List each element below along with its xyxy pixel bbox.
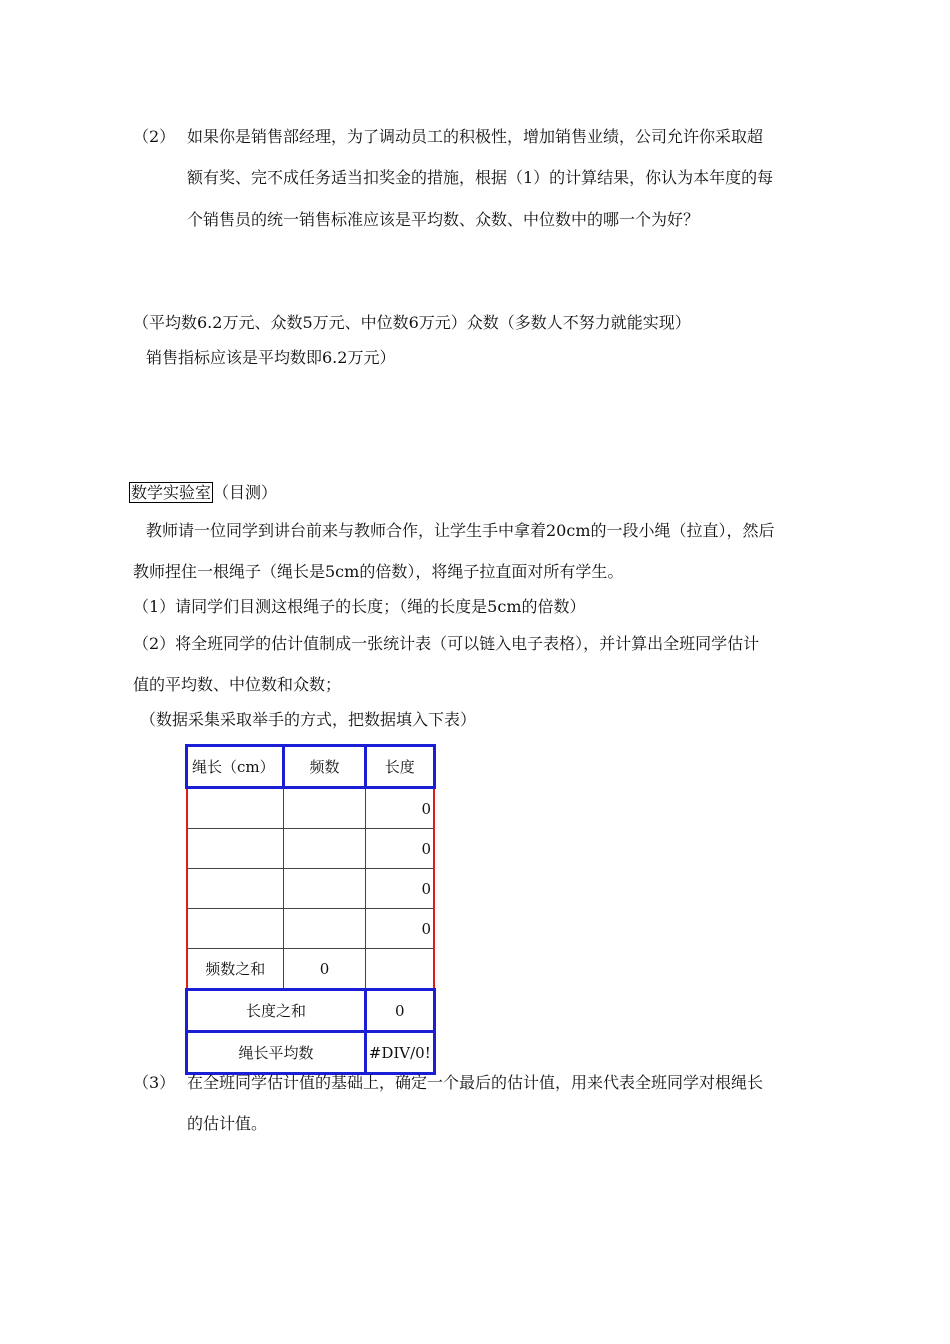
lab-heading	[129, 482, 277, 504]
q2-line-3: 个销售员的统一销售标准应该是平均数、众数、中位数中的哪一个为好？	[187, 210, 700, 229]
table-header-row	[187, 746, 435, 788]
table-row	[187, 829, 435, 869]
answer-line-2: 销售指标应该是平均数即6.2万元）	[146, 348, 396, 367]
q3-number: （3）	[133, 1073, 176, 1092]
cell-frequency[interactable]	[284, 788, 366, 829]
header-rope-length: 绳长（cm）	[187, 746, 284, 788]
len-sum-label: 长度之和	[187, 990, 366, 1032]
cell-length[interactable]: 0	[366, 788, 435, 829]
lab-step-2a: （2）将全班同学的估计值制成一张统计表（可以链入电子表格），并计算出全班同学估计	[133, 634, 760, 653]
cell-rope-length[interactable]	[187, 869, 284, 909]
cell-rope-length[interactable]	[187, 788, 284, 829]
q2-number: （2）	[133, 127, 176, 146]
cell-length[interactable]: 0	[366, 909, 435, 949]
cell-length[interactable]: 0	[366, 829, 435, 869]
lab-paragraph-2: 教师捏住一根绳子（绳长是5cm的倍数），将绳子拉直面对所有学生。	[133, 562, 624, 581]
table-row	[187, 788, 435, 829]
cell-frequency[interactable]	[284, 829, 366, 869]
q3-line-1: 在全班同学估计值的基础上，确定一个最后的估计值，用来代表全班同学对根绳长	[187, 1073, 764, 1092]
lab-step-2b: 值的平均数、中位数和众数；	[133, 675, 342, 694]
q2-line-1: 如果你是销售部经理，为了调动员工的积极性，增加销售业绩，公司允许你采取超	[187, 127, 764, 146]
table-row	[187, 909, 435, 949]
cell-frequency[interactable]	[284, 909, 366, 949]
freq-sum-label: 频数之和	[187, 949, 284, 990]
lab-paragraph-1: 教师请一位同学到讲台前来与教师合作，让学生手中拿着20cm的一段小绳（拉直），然后	[146, 521, 775, 540]
freq-sum-empty	[366, 949, 435, 990]
lab-note: （数据采集采取举手的方式，把数据填入下表）	[140, 710, 477, 729]
len-sum-row	[187, 990, 435, 1032]
header-length: 长度	[366, 746, 435, 788]
avg-label: 绳长平均数	[187, 1032, 366, 1074]
avg-value: #DIV/0!	[366, 1032, 435, 1074]
answer-line-1: （平均数6.2万元、众数5万元、中位数6万元）众数（多数人不努力就能实现）	[133, 313, 691, 332]
avg-row	[187, 1032, 435, 1074]
header-frequency: 频数	[284, 746, 366, 788]
rope-length-table	[185, 744, 436, 1075]
cell-rope-length[interactable]	[187, 909, 284, 949]
lab-title-suffix: （目测）	[213, 483, 278, 502]
freq-sum-row	[187, 949, 435, 990]
cell-frequency[interactable]	[284, 869, 366, 909]
cell-length[interactable]: 0	[366, 869, 435, 909]
q2-line-2: 额有奖、完不成任务适当扣奖金的措施，根据（1）的计算结果，你认为本年度的每	[187, 168, 774, 187]
freq-sum-value: 0	[284, 949, 366, 990]
table-row	[187, 869, 435, 909]
lab-title: 数学实验室	[131, 483, 212, 502]
cell-rope-length[interactable]	[187, 829, 284, 869]
q3-line-2: 的估计值。	[187, 1114, 268, 1133]
lab-step-1: （1）请同学们目测这根绳子的长度；（绳的长度是5cm的倍数）	[133, 597, 586, 616]
len-sum-value: 0	[366, 990, 435, 1032]
